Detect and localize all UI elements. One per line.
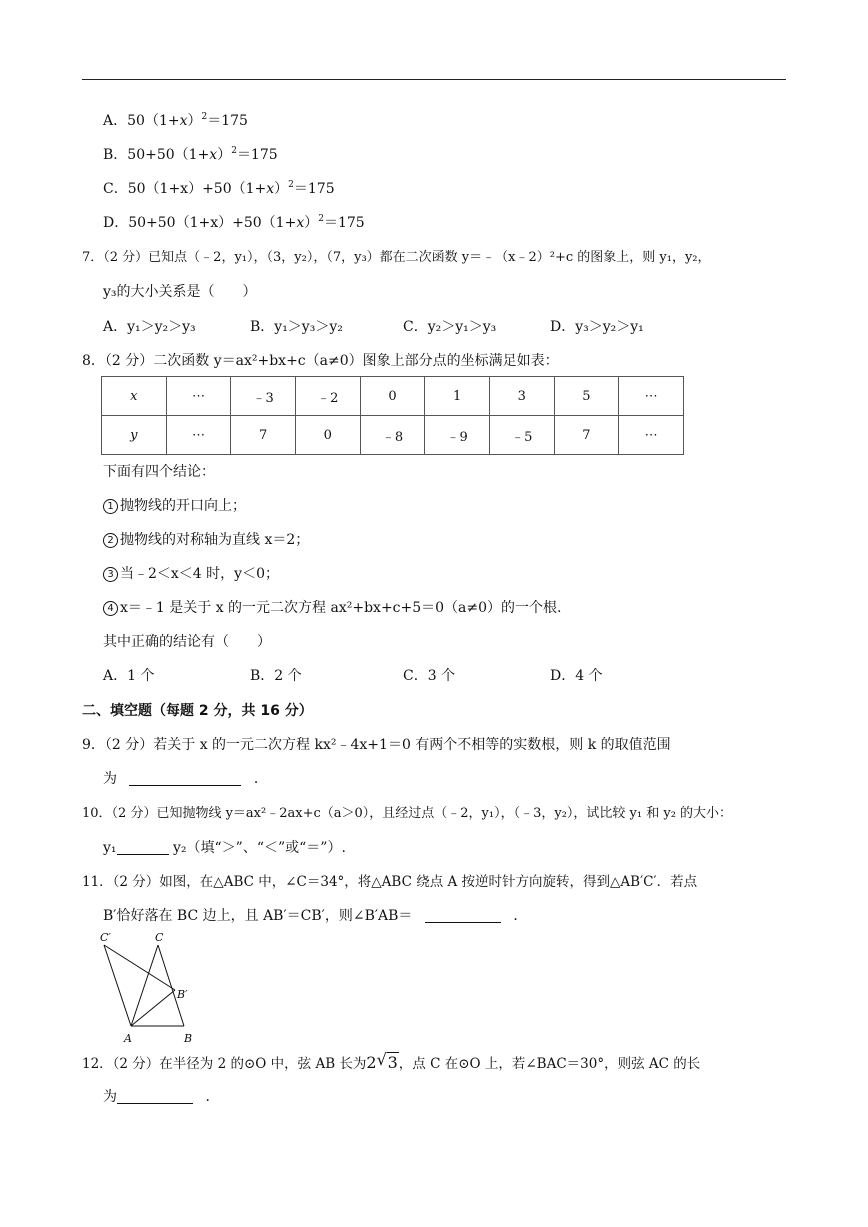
q8-question: 其中正确的结论有（ ） bbox=[103, 634, 271, 650]
circled-number: 2 bbox=[103, 533, 118, 548]
q10-stem-line2: y₁ y₂（填“＞”、“＜”或“＝”）. bbox=[103, 840, 346, 856]
label-c: C bbox=[155, 931, 164, 944]
table-row-x bbox=[102, 377, 684, 416]
label-a: A bbox=[124, 1032, 132, 1045]
table-cell: ﹣9 bbox=[425, 416, 490, 455]
q11-stem-line2: B′恰好落在 BC 边上，且 AB′＝CB′，则∠B′AB＝ ． bbox=[103, 908, 528, 924]
table-cell: 7 bbox=[231, 416, 296, 455]
q8-conclusion-3: 3 当﹣2＜x＜4 时，y＜0； bbox=[103, 564, 279, 584]
q6-option-b: B．$50+50(1+x)^2=175$ bbox=[103, 146, 278, 163]
q6-option-d: D．$50+50(1+x)+50(1+x)^2=175$ bbox=[103, 214, 365, 231]
q8-option-b: B．2 个 bbox=[250, 668, 302, 684]
q11-stem-line1: 11．（2 分）如图，在△ABC 中，∠C＝34°，将△ABC 绕点 A 按逆时针方向旋转，得到△AB′C′．若点 bbox=[82, 874, 698, 890]
table-cell: ⋯ bbox=[166, 377, 231, 416]
table-cell: 5 bbox=[554, 377, 619, 416]
rotation-triangle-figure bbox=[98, 928, 198, 1046]
q6-option-a: A．$50(1+x)^2=175$ bbox=[103, 112, 248, 129]
table-cell: y bbox=[102, 416, 167, 455]
q8-option-d: D．4 个 bbox=[550, 668, 603, 684]
radical-sign: √ bbox=[376, 1050, 387, 1069]
table-cell: ﹣2 bbox=[295, 377, 360, 416]
header-rule bbox=[82, 79, 786, 80]
q9-stem-line1: 9．（2 分）若关于 x 的一元二次方程 kx²﹣4x+1＝0 有两个不相等的实数根，则 k 的取值范围 bbox=[82, 737, 671, 753]
segment-a-b-prime bbox=[131, 990, 175, 1026]
label-b: B bbox=[184, 1032, 193, 1045]
square-root: √ 3 bbox=[376, 1050, 398, 1072]
q8-conclusion-2: 2 抛物线的对称轴为直线 x＝2； bbox=[103, 530, 309, 550]
q12-stem-line2: 为 ． bbox=[103, 1089, 220, 1105]
q9-stem-line2: 为 ． bbox=[103, 771, 268, 787]
table-cell: ﹣8 bbox=[360, 416, 425, 455]
q7-stem-line1: 7．（2 分）已知点（﹣2，y₁），（3，y₂），（7，y₃）都在二次函数 y＝﹣（x﹣2）²+c 的图象上，则 y₁，y₂， bbox=[82, 250, 711, 265]
q7-option-b: B．y₁＞y₃＞y₂ bbox=[250, 319, 343, 335]
q8-value-table bbox=[101, 376, 684, 455]
table-cell: x bbox=[102, 377, 167, 416]
q8-intro: 下面有四个结论： bbox=[103, 464, 215, 480]
q12-stem-line1: 12．（2 分）在半径为 2 的⊙O 中，弦 AB 长为2 √ 3，点 C 在⊙O 上，若∠BAC＝30°，则弦 AC 的长 bbox=[82, 1050, 701, 1072]
segment-c-prime-a bbox=[104, 945, 131, 1026]
table-cell: ﹣5 bbox=[489, 416, 554, 455]
table-row-y bbox=[102, 416, 684, 455]
q7-option-c: C．y₂＞y₁＞y₃ bbox=[403, 319, 497, 335]
q6-option-c: C．$50(1+x)+50(1+x)^2=175$ bbox=[103, 180, 335, 197]
answer-blank[interactable] bbox=[129, 771, 241, 786]
table-cell: ⋯ bbox=[619, 377, 684, 416]
table-cell: 0 bbox=[295, 416, 360, 455]
q8-conclusion-4: 4 x＝﹣1 是关于 x 的一元二次方程 ax²+bx+c+5＝0（a≠0）的一个根. bbox=[103, 598, 562, 618]
circled-number: 4 bbox=[103, 601, 118, 616]
segment-c-prime-b-prime bbox=[104, 945, 175, 990]
q8-stem: 8．（2 分）二次函数 y＝ax²+bx+c（a≠0）图象上部分点的坐标满足如表： bbox=[82, 353, 559, 369]
q7-option-a: A．y₁＞y₂＞y₃ bbox=[103, 319, 196, 335]
q10-stem-line1: 10．（2 分）已知抛物线 y＝ax²﹣2ax+c（a＞0），且经过点（﹣2，y₁），（﹣3，y₂），试比较 y₁ 和 y₂ 的大小： bbox=[82, 806, 733, 821]
label-b-prime: B′ bbox=[177, 988, 188, 1001]
circled-number: 3 bbox=[103, 567, 118, 582]
table-cell: 7 bbox=[554, 416, 619, 455]
answer-blank[interactable] bbox=[117, 840, 169, 855]
q7-stem-line2: y₃的大小关系是（ ） bbox=[103, 284, 257, 300]
table-cell: ⋯ bbox=[619, 416, 684, 455]
q7-option-d: D．y₃＞y₂＞y₁ bbox=[550, 319, 644, 335]
segment-c-b bbox=[158, 945, 184, 1026]
table-cell: ⋯ bbox=[166, 416, 231, 455]
answer-blank[interactable] bbox=[425, 908, 501, 923]
label-c-prime: C′ bbox=[100, 931, 111, 944]
q8-option-c: C．3 个 bbox=[403, 668, 456, 684]
section-heading: 二、填空题（每题 2 分，共 16 分） bbox=[82, 703, 313, 719]
table-cell: 0 bbox=[360, 377, 425, 416]
answer-blank[interactable] bbox=[117, 1089, 193, 1104]
table-cell: 3 bbox=[489, 377, 554, 416]
table-cell: 1 bbox=[425, 377, 490, 416]
segment-c-a bbox=[131, 945, 158, 1026]
circled-number: 1 bbox=[103, 499, 118, 514]
q8-conclusion-1: 1 抛物线的开口向上； bbox=[103, 496, 246, 516]
table-cell: ﹣3 bbox=[231, 377, 296, 416]
q8-option-a: A．1 个 bbox=[103, 668, 155, 684]
